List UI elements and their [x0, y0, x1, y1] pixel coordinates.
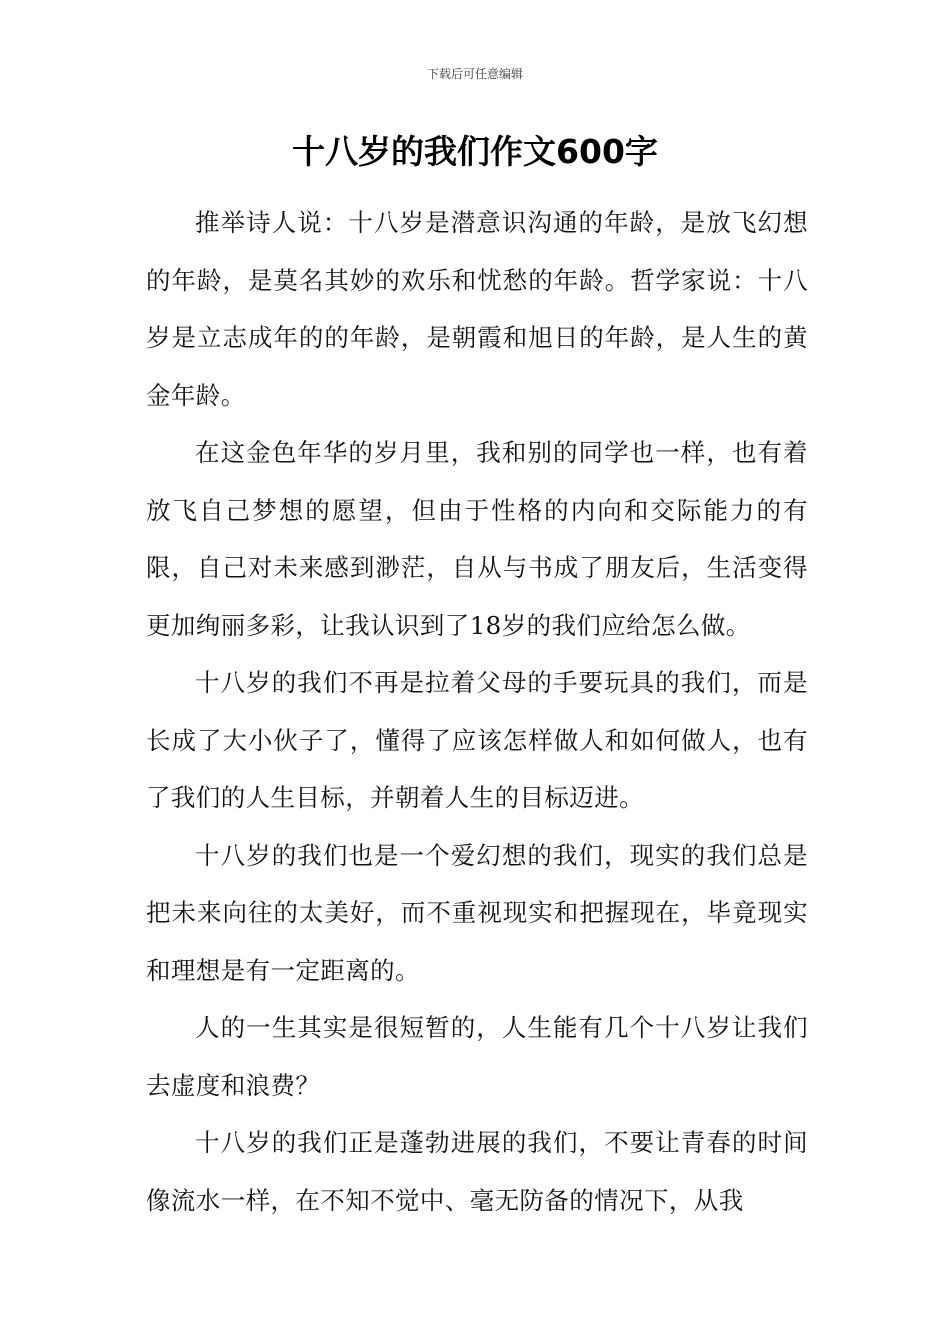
document-body: [146, 194, 808, 1229]
document-title: 十八岁的我们作文600字: [292, 132, 658, 171]
paragraph: 十八岁的我们不再是拉着父母的手要玩具的我们，而是长成了大小伙子了，懂得了应该怎样做人和如何做人，也有了我们的人生目标，并朝着人生的目标迈进。: [146, 668, 808, 812]
paragraph: 十八岁的我们正是蓬勃进展的我们，不要让青春的时间像流水一样，在不知不觉中、毫无防备的情况下，从我: [146, 1128, 808, 1215]
paragraph: 在这金色年华的岁月里，我和别的同学也一样，也有着放飞自己梦想的愿望，但由于性格的内向和交际能力的有限，自己对未来感到渺茫，自从与书成了朋友后，生活变得更加绚丽多彩，让我认识到了18岁的我们应给怎么做。: [146, 438, 808, 640]
paragraph: 推举诗人说：十八岁是潜意识沟通的年龄，是放飞幻想的年龄，是莫名其妙的欢乐和忧愁的年龄。哲学家说：十八岁是立志成年的的年龄，是朝霞和旭日的年龄，是人生的黄金年龄。: [146, 208, 808, 410]
paragraph: 人的一生其实是很短暂的，人生能有几个十八岁让我们去虚度和浪费？: [146, 1013, 808, 1100]
header-note: 下载后可任意编辑: [426, 67, 523, 81]
paragraph: 十八岁的我们也是一个爱幻想的我们，现实的我们总是把未来向往的太美好，而不重视现实和把握现在，毕竟现实和理想是有一定距离的。: [146, 840, 808, 985]
